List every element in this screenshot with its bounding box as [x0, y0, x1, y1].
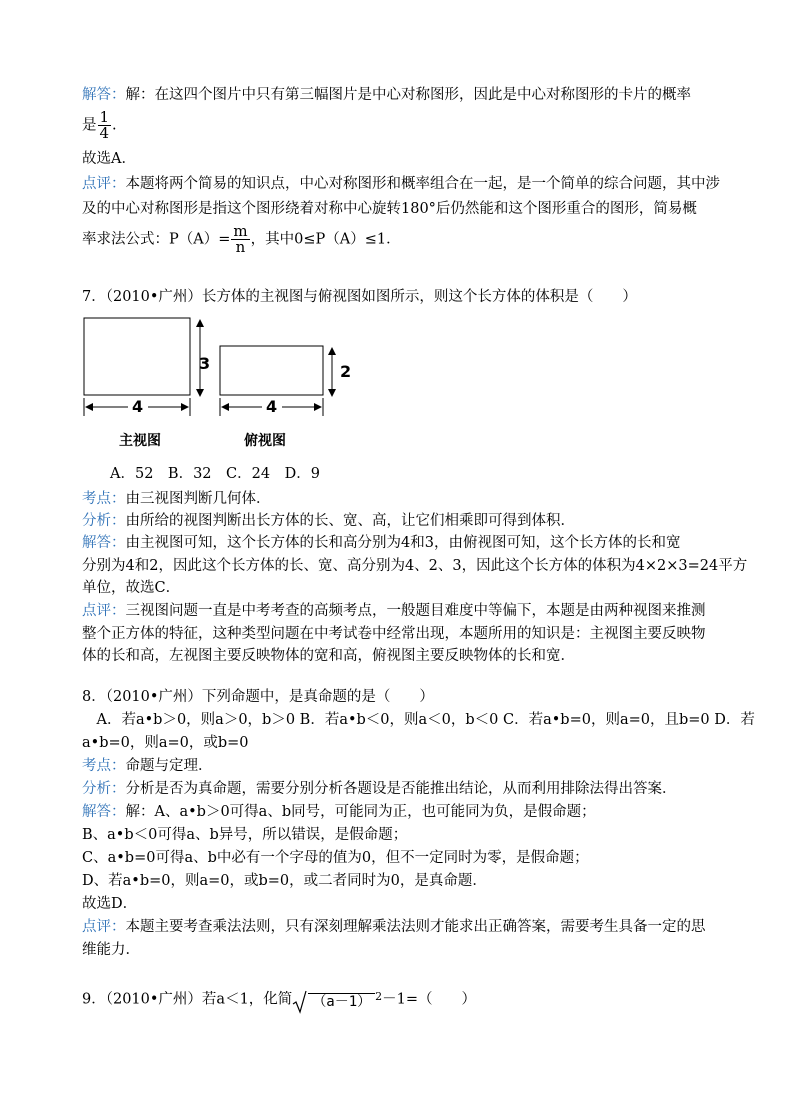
p6-probability-line: 是 $\frac{1}{4}$ . [82, 108, 117, 142]
q8-kaodian: 考点：命题与定理． [82, 758, 213, 774]
square-root-expression: （a－1） $^2$ [292, 984, 382, 1015]
front-height-label: 3 [199, 354, 211, 373]
p6-jieda-line [82, 86, 691, 104]
front-view-caption: 主视图 [119, 433, 161, 449]
q7-dianping-line1: 点评：三视图问题一直是中考考查的高频考点，一般题目难度中等偏下，本题是由两种视图来推测 [82, 603, 706, 619]
fraction-m-over-n: $\frac{m}{n}$ [233, 222, 248, 256]
p6-shi: 是 [82, 117, 97, 134]
q7-dianping-line2: 整个正方体的特征，这种类型问题在中考试卷中经常出现，本题所用的知识是：主视图主要反映物 [82, 626, 706, 642]
q8-fenxi: 分析：分析是否为真命题，需要分别分析各题设是否能推出结论，从而利用排除法得出答案． [82, 781, 677, 797]
q7-dianping-line3: 体的长和高，左视图主要反映物体的宽和高，俯视图主要反映物体的长和宽． [82, 648, 575, 664]
q9-title: 9．（2010•广州）若a＜1，化简 （a－1） $^2$－1=（ ） [82, 984, 476, 1015]
q8-jieda-line2: B、a•b＜0可得a、b异号，所以错误，是假命题； [82, 827, 408, 843]
radical-sign-icon [292, 989, 308, 1015]
q7-jieda-line2: 分别为4和2，因此这个长方体的长、宽、高分别为4、2、3，因此这个长方体的体积为4×2×3=24平方 [82, 558, 748, 574]
p6-jieda-text: 解：在这四个图片中只有第三幅图片是中心对称图形，因此是中心对称图形的卡片的概率 [125, 87, 691, 103]
q7-kaodian: 考点：由三视图判断几何体． [82, 491, 271, 507]
q8-options-line1: A．若a•b＞0，则a＞0，b＞0 B．若a•b＜0，则a＜0，b＜0 C．若a•b=0，则a=0，且b=0 D．若 [82, 712, 755, 728]
q8-dianping-line1: 点评：本题主要考查乘法法则，只有深刻理解乘法法则才能求出正确答案，需要考生具备一定的思 [82, 919, 706, 935]
p6-answer: 故选A． [82, 151, 136, 167]
q8-title: 8．（2010•广州）下列命题中，是真命题的是（ ） [82, 689, 434, 705]
q7-jieda-line3: 单位，故选C． [82, 580, 181, 596]
q8-answer: 故选D． [82, 896, 138, 912]
top-view-rect [220, 346, 323, 395]
q7-fenxi: 分析：由所给的视图判断出长方体的长、宽、高，让它们相乘即可得到体积． [82, 513, 575, 529]
p6-dianping-line2: 及的中心对称图形是指这个图形绕着对称中心旋转180°后仍然能和这个图形重合的图形，简易概 [82, 201, 697, 217]
q8-options-line2: a•b=0，则a=0，或b=0 [82, 735, 249, 751]
q8-jieda-line4: D、若a•b=0，则a=0，或b=0，或二者同时为0，是真命题． [82, 873, 487, 889]
front-width-label: 4 [132, 397, 144, 416]
top-view-caption: 俯视图 [244, 433, 286, 449]
q7-jieda-line1: 解答：由主视图可知，这个长方体的长和高分别为4和3，由俯视图可知，这个长方体的长和宽 [82, 535, 681, 551]
jieda-label: 解答： [82, 87, 126, 103]
q7-title: 7．（2010•广州）长方体的主视图与俯视图如图所示，则这个长方体的体积是（ ） [82, 289, 637, 305]
q8-dianping-line2: 维能力． [82, 942, 140, 958]
q8-jieda-line1: 解答：解：A、a•b＞0可得a、b同号，可能同为正，也可能同为负，是假命题； [82, 804, 596, 820]
dianping-label: 点评： [82, 176, 126, 192]
top-height-label: 2 [340, 362, 352, 381]
p6-dianping-line1: 点评：本题将两个简易的知识点，中心对称图形和概率组合在一起，是一个简单的综合问题，其中涉 [82, 176, 720, 192]
fraction-one-quarter: $\frac{1}{4}$ [99, 108, 110, 142]
front-view-rect [84, 318, 190, 395]
p6-formula-line: 率求法公式：P（A）= $\frac{m}{n}$ ，其中0≤P（A）≤1． [82, 222, 401, 256]
q8-jieda-line3: C、a•b=0可得a、b中必有一个字母的值为0，但不一定同时为零，是假命题； [82, 850, 589, 866]
q7-options: A．52 B．32 C．24 D．9 [110, 466, 320, 482]
top-width-label: 4 [266, 397, 278, 416]
